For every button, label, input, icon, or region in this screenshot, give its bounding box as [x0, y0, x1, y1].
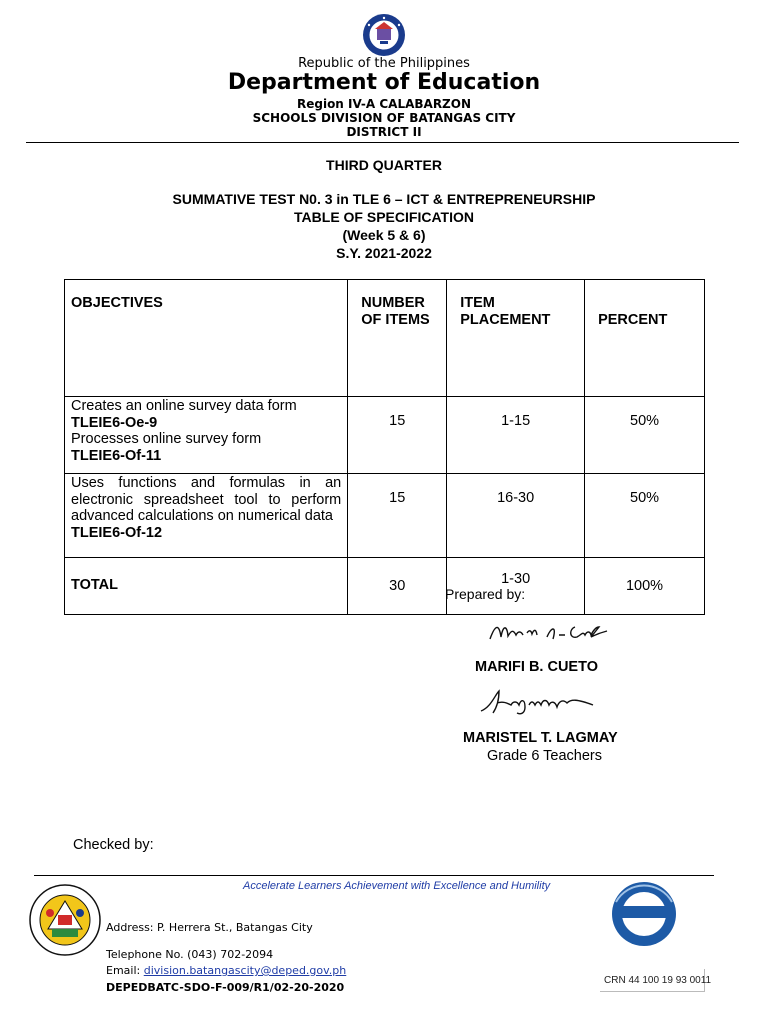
department-title: Department of Education — [227, 70, 541, 95]
sdo-batangas-logo-icon — [28, 883, 102, 957]
header-objectives: OBJECTIVES — [65, 280, 348, 397]
items-cell: 15 — [348, 397, 447, 474]
tos-title: TABLE OF SPECIFICATION — [294, 209, 474, 225]
total-items: 30 — [348, 558, 447, 615]
total-percent: 100% — [585, 558, 705, 615]
teacher-name-1: MARIFI B. CUETO — [475, 659, 598, 675]
header-percent: PERCENT — [585, 280, 705, 397]
competency-code: TLEIE6-Of-11 — [71, 448, 162, 465]
district-text: DISTRICT II — [346, 125, 422, 139]
objective-text: Processes online survey form — [71, 431, 262, 448]
footer-address: Address: P. Herrera St., Batangas City — [106, 921, 313, 934]
footer-telephone: Telephone No. (043) 702-2094 — [106, 948, 274, 961]
deped-seal-icon — [349, 12, 419, 58]
placement-cell: 1-15 — [447, 397, 585, 474]
signature-lagmay — [477, 685, 597, 719]
test-title-block — [0, 190, 768, 262]
republic-text: Republic of the Philippines — [298, 56, 470, 71]
crn-number: CRN 44 100 19 93 0011 — [604, 975, 712, 986]
percent-cell: 50% — [585, 397, 705, 474]
total-label: TOTAL — [65, 558, 348, 615]
header-item-placement: ITEM PLACEMENT — [447, 280, 585, 397]
table-header-row — [65, 280, 705, 397]
email-label: Email: — [106, 964, 144, 977]
footer-email-line — [106, 964, 346, 977]
total-placement: 1-30 — [447, 558, 585, 615]
header-divider — [26, 142, 739, 143]
header-number-of-items: NUMBER OF ITEMS — [348, 280, 447, 397]
objective-text: Creates an online survey data form — [71, 398, 297, 414]
percent-cell: 50% — [585, 474, 705, 558]
region-text: Region IV-A CALABARZON — [296, 97, 472, 111]
test-title: SUMMATIVE TEST N0. 3 in TLE 6 – ICT & ENTREPRENEURSHIP — [172, 191, 596, 207]
checked-by-label: Checked by: — [73, 837, 154, 853]
footer-divider — [34, 875, 714, 876]
table-row — [65, 474, 705, 558]
weeks-title: (Week 5 & 6) — [342, 227, 426, 243]
footer-motto: Accelerate Learners Achievement with Excellence and Humility — [243, 880, 551, 892]
division-text: SCHOOLS DIVISION OF BATANGAS CITY — [252, 111, 516, 125]
placement-cell: 16-30 — [447, 474, 585, 558]
teacher-name-2: MARISTEL T. LAGMAY — [463, 730, 618, 746]
items-cell: 15 — [348, 474, 447, 558]
email-link[interactable]: division.batangascity@deped.gov.ph — [143, 964, 347, 977]
teacher-role: Grade 6 Teachers — [487, 748, 602, 764]
total-row — [65, 558, 705, 615]
objective-cell — [65, 474, 348, 558]
objective-text: Uses functions and formulas in an electronic spreadsheet tool to perform advanced calculations on numerical data — [71, 475, 342, 525]
prepared-by-label: Prepared by: — [445, 586, 526, 602]
quarter-title: THIRD QUARTER — [326, 157, 442, 173]
competency-code: TLEIE6-Oe-9 — [71, 414, 158, 431]
objective-cell — [65, 397, 348, 474]
competency-code: TLEIE6-Of-12 — [71, 525, 163, 542]
signature-cueto — [487, 617, 612, 647]
specification-table — [64, 279, 705, 615]
school-year: S.Y. 2021-2022 — [336, 245, 432, 261]
tuv-iso-logo-icon — [608, 880, 681, 948]
document-code: DEPEDBATC-SDO-F-009/R1/02-20-2020 — [106, 981, 345, 994]
table-row — [65, 397, 705, 474]
